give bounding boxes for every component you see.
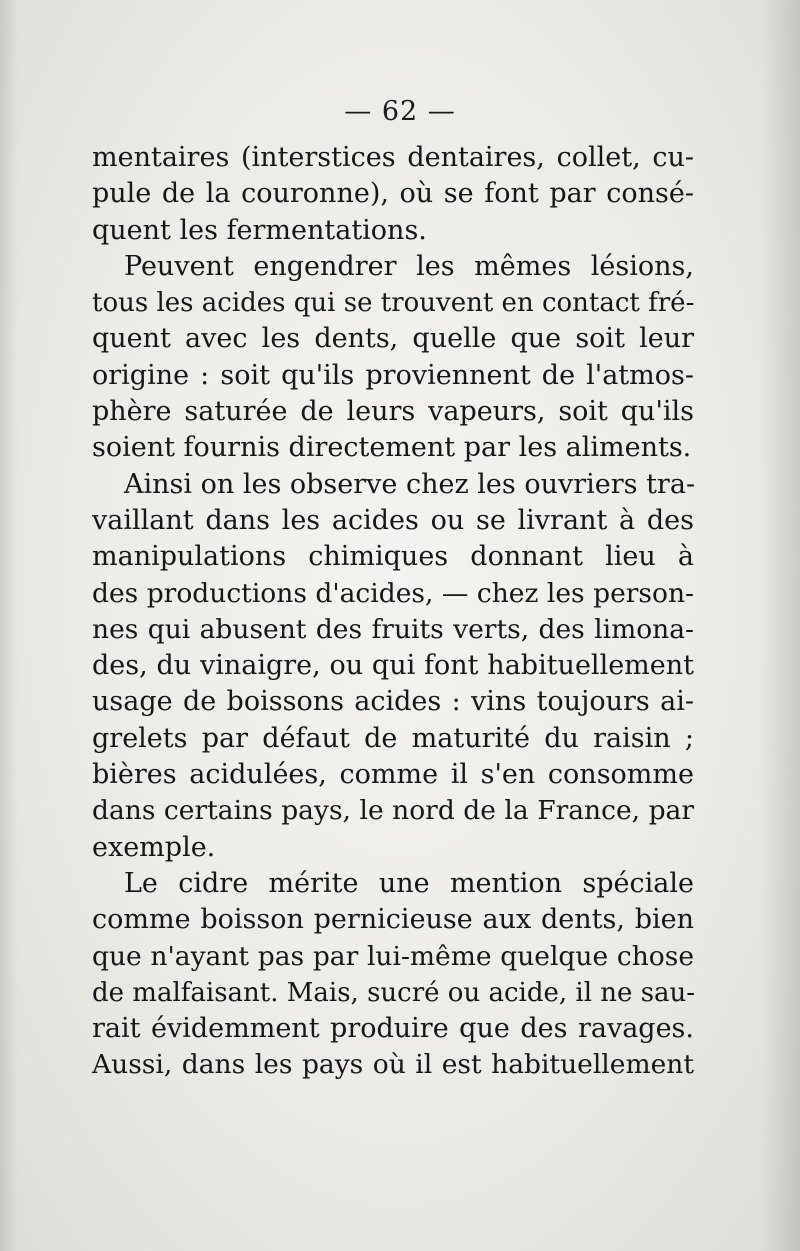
text-line: phère saturée de leurs vapeurs, soit qu'ils [92, 396, 694, 428]
text-line: Aussi, dans les pays où il est habituellement [92, 1049, 694, 1081]
text-line: des productions d'acides, — chez les person- [92, 577, 694, 609]
text-line: grelets par défaut de maturité du raisin ; [92, 722, 694, 754]
text-line: exemple. [92, 831, 216, 863]
paragraph-start-line: Ainsi on les observe chez les ouvriers tra- [124, 468, 696, 500]
text-line: des, du vinaigre, ou qui font habituellement [92, 650, 694, 682]
text-line: que n'ayant pas par lui-même quelque chose [92, 940, 694, 972]
text-line: origine : soit qu'ils proviennent de l'atmos- [92, 359, 694, 391]
text-line: quent avec les dents, quelle que soit leur [92, 323, 694, 355]
text-line: usage de boissons acides : vins toujours ai- [92, 686, 694, 718]
text-line: quent les fermentations. [92, 214, 427, 246]
text-line: bières acidulées, comme il s'en consomme [92, 759, 694, 791]
text-line: de malfaisant. Mais, sucré ou acide, il ne sau- [92, 977, 696, 1008]
text-line: rait évidemment produire que des ravages. [92, 1013, 694, 1045]
text-line: vaillant dans les acides ou se livrant à des [92, 504, 694, 536]
text-line: pule de la couronne), où se font par consé- [92, 178, 694, 210]
text-line: tous les acides qui se trouvent en contact fré- [92, 288, 695, 319]
text-line: comme boisson pernicieuse aux dents, bien [92, 904, 694, 936]
paragraph-start-line: Le cidre mérite une mention spéciale [124, 867, 694, 899]
paragraph-start-line: Peuvent engendrer les mêmes lésions, [124, 250, 694, 282]
text-line: nes qui abusent des fruits verts, des limona- [92, 613, 694, 645]
text-line: dans certains pays, le nord de la France, par [92, 795, 694, 827]
text-line: mentaires (interstices dentaires, collet, cu- [92, 142, 694, 173]
text-line: soient fournis directement par les aliments. [92, 432, 692, 464]
page-number: — 62 — [344, 96, 456, 127]
text-line: manipulations chimiques donnant lieu à [92, 541, 694, 573]
body-text [92, 140, 694, 1084]
